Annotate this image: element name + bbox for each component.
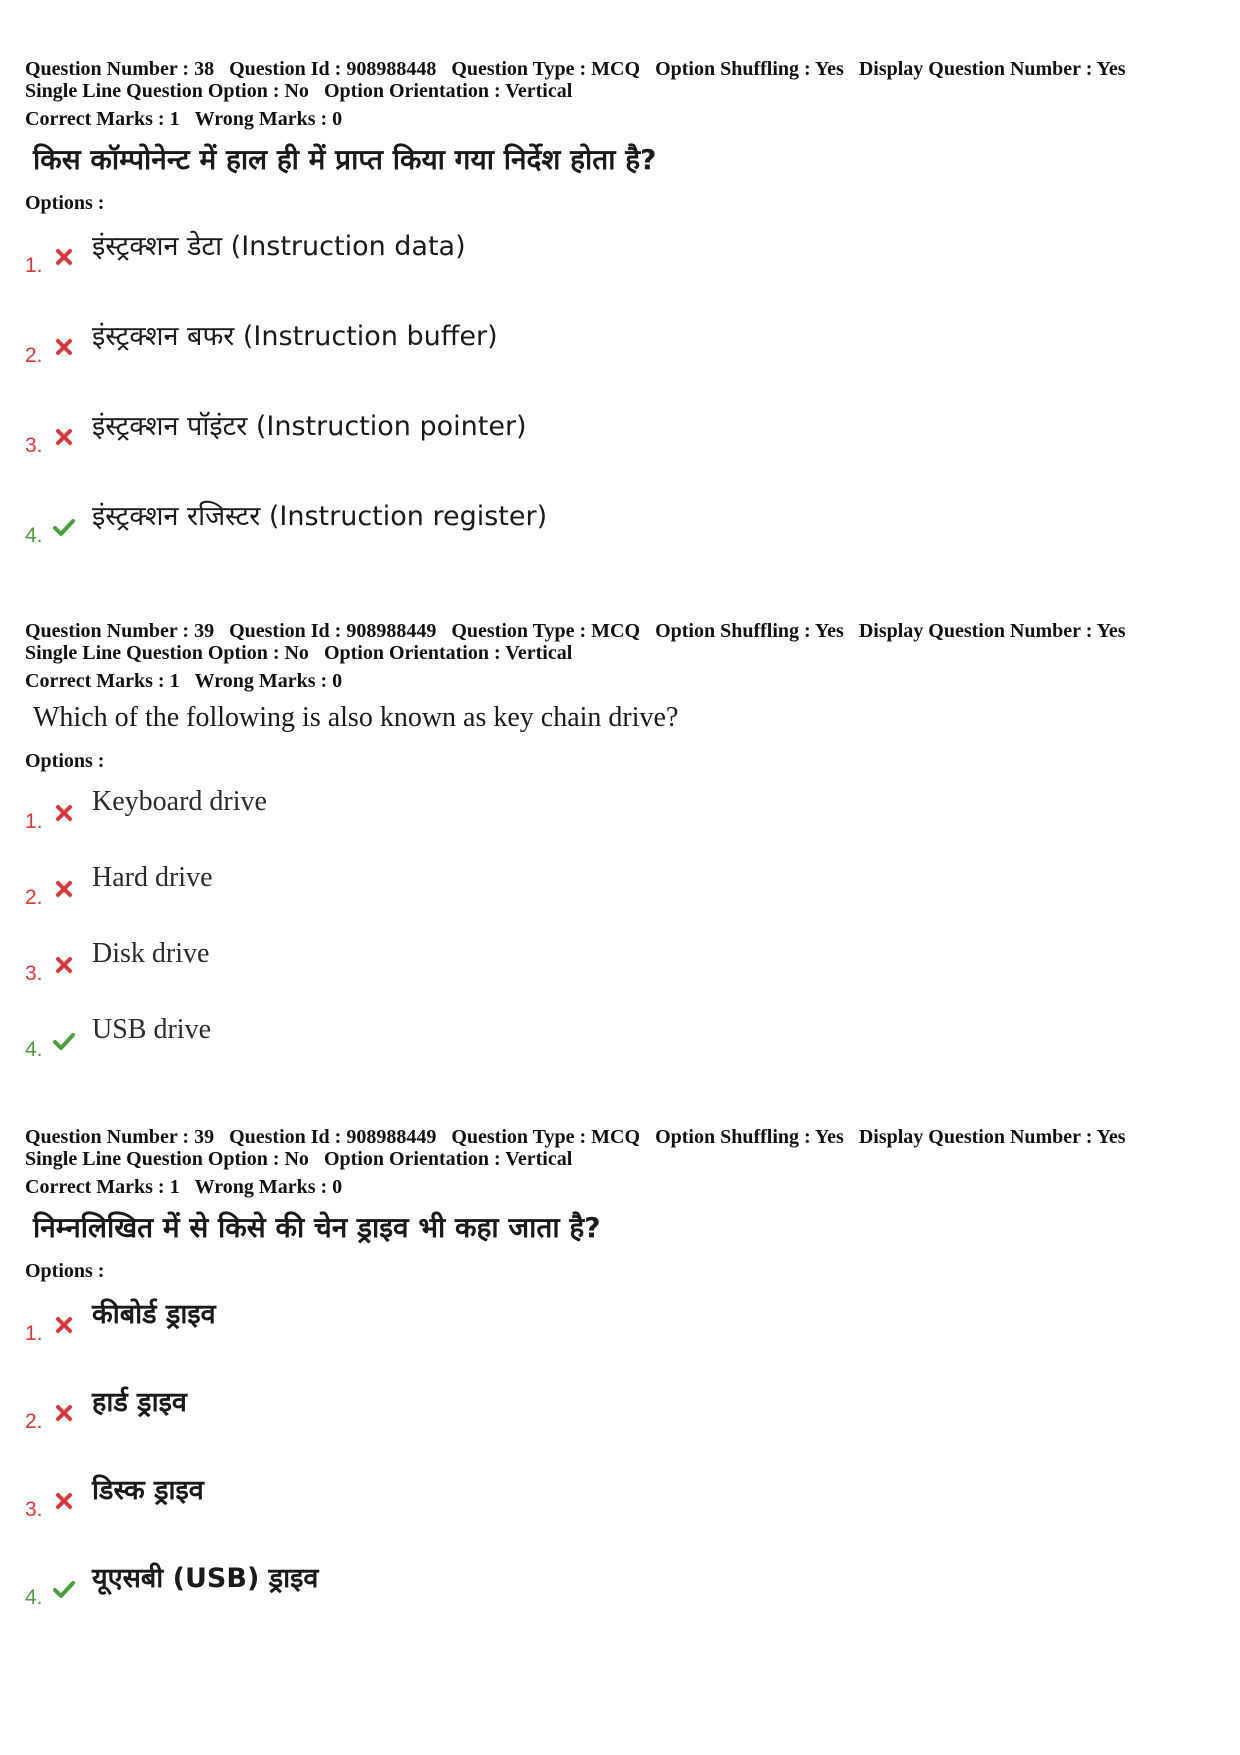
option-number: 1.: [25, 810, 43, 833]
option-item: [25, 780, 1215, 856]
cross-icon: [53, 954, 75, 976]
single-line-option: Single Line Question Option : No: [25, 1148, 309, 1170]
question-text: Which of the following is also known as key chain drive?: [33, 702, 679, 733]
option-number: 3.: [25, 962, 43, 985]
option-text: इंस्ट्रक्शन रजिस्टर (Instruction register): [92, 501, 548, 532]
options-list: [25, 780, 1215, 1084]
display-question-number: Display Question Number : Yes: [858, 1126, 1126, 1148]
option-item: [25, 1556, 1215, 1644]
option-item: [25, 224, 1215, 314]
wrong-marks: Wrong Marks : 0: [194, 1176, 343, 1198]
option-number: 2.: [25, 886, 43, 909]
option-orientation: Option Orientation : Vertical: [323, 1148, 573, 1170]
option-shuffling: Option Shuffling : Yes: [655, 1126, 844, 1148]
options-label: Options :: [25, 192, 105, 214]
options-list: [25, 224, 1215, 584]
options-label: Options :: [25, 750, 105, 772]
option-number: 3.: [25, 1498, 43, 1521]
correct-marks: Correct Marks : 1: [25, 1176, 180, 1198]
question-meta-line-2: [25, 80, 1215, 102]
question-block-39-english: [25, 620, 1215, 1084]
question-meta-line-2: [25, 642, 1215, 664]
display-question-number: Display Question Number : Yes: [858, 58, 1126, 80]
option-item: [25, 314, 1215, 404]
check-icon: [53, 1578, 75, 1600]
cross-icon: [53, 1314, 75, 1336]
question-number: Question Number : 38: [25, 58, 215, 80]
option-item: [25, 1292, 1215, 1380]
option-shuffling: Option Shuffling : Yes: [655, 58, 844, 80]
cross-icon: [53, 426, 75, 448]
option-item: [25, 932, 1215, 1008]
option-text: USB drive: [92, 1014, 211, 1045]
option-text: Disk drive: [92, 938, 210, 969]
option-text: कीबोर्ड ड्राइव: [92, 1299, 216, 1330]
question-id: Question Id : 908988449: [229, 1126, 437, 1148]
question-meta-line-2: [25, 1148, 1215, 1170]
option-number: 1.: [25, 254, 43, 277]
option-text: Hard drive: [92, 862, 213, 893]
correct-marks: Correct Marks : 1: [25, 670, 180, 692]
question-meta-line-1: [25, 1126, 1215, 1148]
option-number: 2.: [25, 344, 43, 367]
question-block-38: [25, 58, 1215, 584]
option-item: [25, 1468, 1215, 1556]
option-shuffling: Option Shuffling : Yes: [655, 620, 844, 642]
check-icon: [53, 516, 75, 538]
question-text: किस कॉम्पोनेन्ट में हाल ही में प्राप्त किया गया निर्देश होता है?: [33, 143, 657, 176]
options-list: [25, 1292, 1215, 1644]
question-type: Question Type : MCQ: [451, 620, 641, 642]
question-type: Question Type : MCQ: [451, 58, 641, 80]
question-number: Question Number : 39: [25, 620, 215, 642]
question-block-39-hindi: [25, 1126, 1215, 1644]
marks-line: [25, 108, 1215, 130]
option-item: [25, 494, 1215, 584]
cross-icon: [53, 878, 75, 900]
option-number: 2.: [25, 1410, 43, 1433]
question-type: Question Type : MCQ: [451, 1126, 641, 1148]
option-item: [25, 404, 1215, 494]
marks-line: [25, 1176, 1215, 1198]
question-meta-line-1: [25, 620, 1215, 642]
question-text: निम्नलिखित में से किसे की चेन ड्राइव भी कहा जाता है?: [33, 1211, 601, 1244]
option-text: Keyboard drive: [92, 786, 267, 817]
option-item: [25, 856, 1215, 932]
option-orientation: Option Orientation : Vertical: [323, 642, 573, 664]
option-item: [25, 1008, 1215, 1084]
single-line-option: Single Line Question Option : No: [25, 642, 309, 664]
option-number: 1.: [25, 1322, 43, 1345]
option-number: 4.: [25, 1586, 43, 1609]
option-text: इंस्ट्रक्शन बफर (Instruction buffer): [92, 321, 498, 352]
option-item: [25, 1380, 1215, 1468]
cross-icon: [53, 246, 75, 268]
wrong-marks: Wrong Marks : 0: [194, 670, 343, 692]
single-line-option: Single Line Question Option : No: [25, 80, 309, 102]
correct-marks: Correct Marks : 1: [25, 108, 180, 130]
marks-line: [25, 670, 1215, 692]
question-id: Question Id : 908988448: [229, 58, 437, 80]
question-meta-line-1: [25, 58, 1215, 80]
option-text: डिस्क ड्राइव: [92, 1475, 204, 1506]
question-number: Question Number : 39: [25, 1126, 215, 1148]
option-text: हार्ड ड्राइव: [92, 1387, 187, 1418]
option-text: इंस्ट्रक्शन डेटा (Instruction data): [92, 231, 466, 262]
cross-icon: [53, 1402, 75, 1424]
check-icon: [53, 1030, 75, 1052]
options-label: Options :: [25, 1260, 105, 1282]
option-number: 4.: [25, 524, 43, 547]
display-question-number: Display Question Number : Yes: [858, 620, 1126, 642]
option-orientation: Option Orientation : Vertical: [323, 80, 573, 102]
wrong-marks: Wrong Marks : 0: [194, 108, 343, 130]
option-text: इंस्ट्रक्शन पॉइंटर (Instruction pointer): [92, 411, 527, 442]
option-number: 3.: [25, 434, 43, 457]
option-text: यूएसबी (USB) ड्राइव: [92, 1563, 319, 1594]
cross-icon: [53, 336, 75, 358]
option-number: 4.: [25, 1038, 43, 1061]
cross-icon: [53, 802, 75, 824]
cross-icon: [53, 1490, 75, 1512]
question-id: Question Id : 908988449: [229, 620, 437, 642]
